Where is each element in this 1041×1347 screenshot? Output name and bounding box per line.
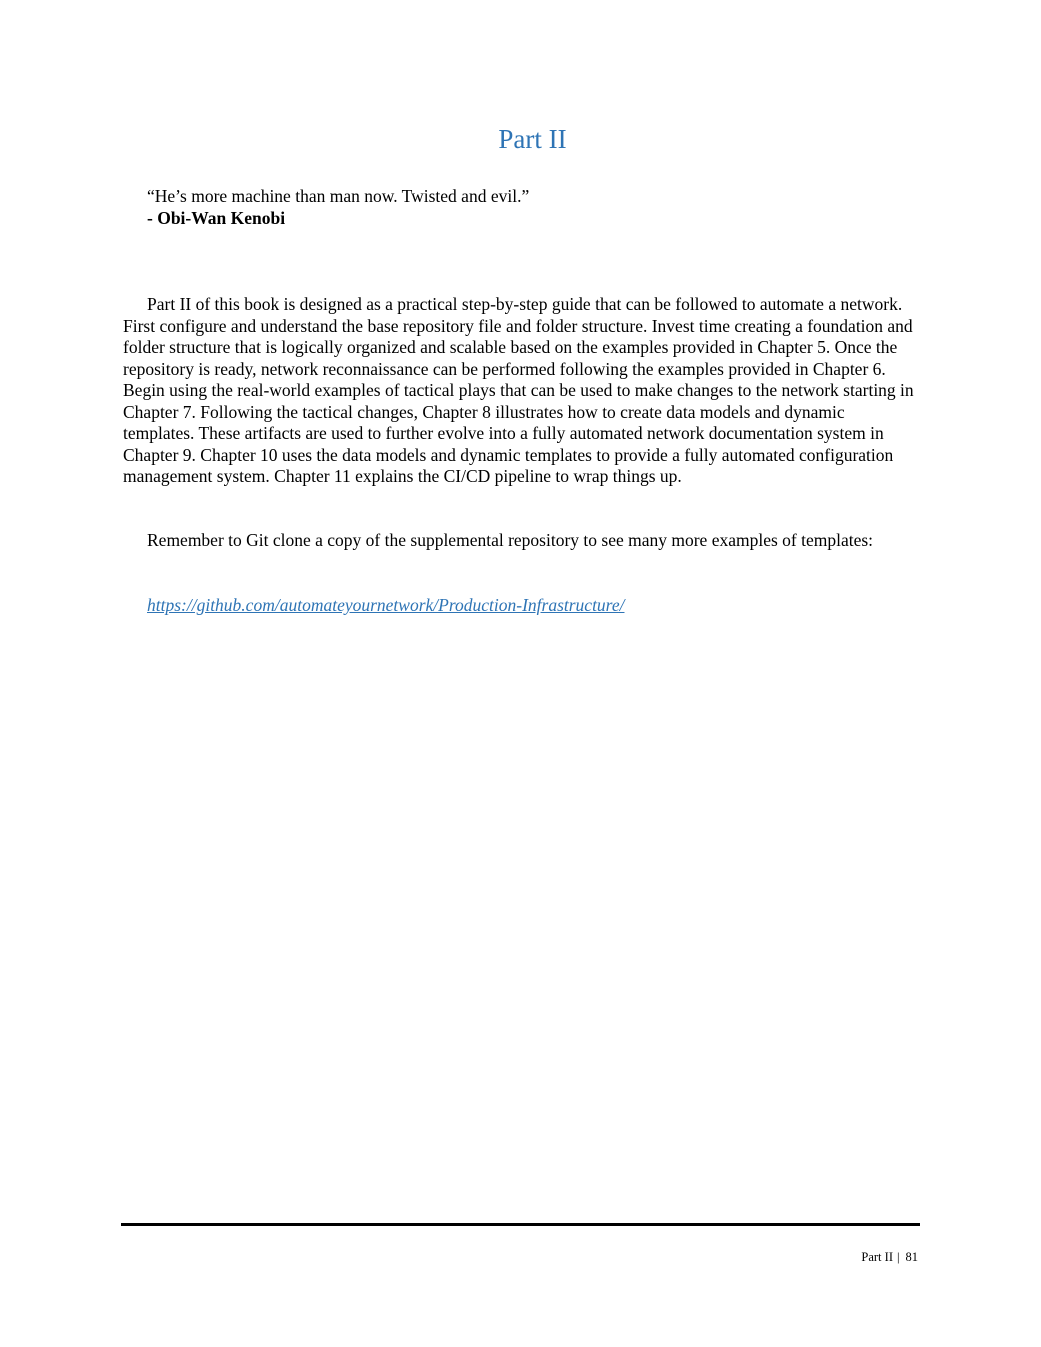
- footer-section: Part II: [861, 1250, 893, 1264]
- intro-paragraph: Part II of this book is designed as a practical step-by-step guide that can be followed to automate a network. First configure and understand the base repository file and folder structure. Invest time creating a foundation and folder structure that is logically organized and scalable based on the examples provided in Chapter 5. Once the repository is ready, network reconnaissance can be performed following the examples provided in Chapter 6. Begin using the real-world examples of tactical plays that can be used to make changes to the network starting in Chapter 7. Following the tactical changes, Chapter 8 illustrates how to create data models and dynamic templates. These artifacts are used to further evolve into a fully automated network documentation system in Chapter 9. Chapter 10 uses the data models and dynamic templates to provide a fully automated configuration management system. Chapter 11 explains the CI/CD pipeline to wrap things up.: [123, 294, 914, 486]
- epigraph-quote: “He’s more machine than man now. Twisted and evil.”: [147, 186, 530, 206]
- footer-separator: |: [896, 1250, 900, 1264]
- epigraph: [147, 185, 529, 229]
- footer-divider: [121, 1223, 920, 1226]
- epigraph-author: - Obi-Wan Kenobi: [147, 208, 286, 228]
- repository-paragraph: Remember to Git clone a copy of the supplemental repository to see many more examples of templates:: [147, 530, 874, 550]
- page-footer: [861, 1249, 918, 1265]
- page-number: 81: [905, 1250, 918, 1264]
- page-title: Part II: [498, 124, 567, 154]
- repository-link[interactable]: https://github.com/automateyournetwork/Production-Infrastructure/: [147, 595, 625, 615]
